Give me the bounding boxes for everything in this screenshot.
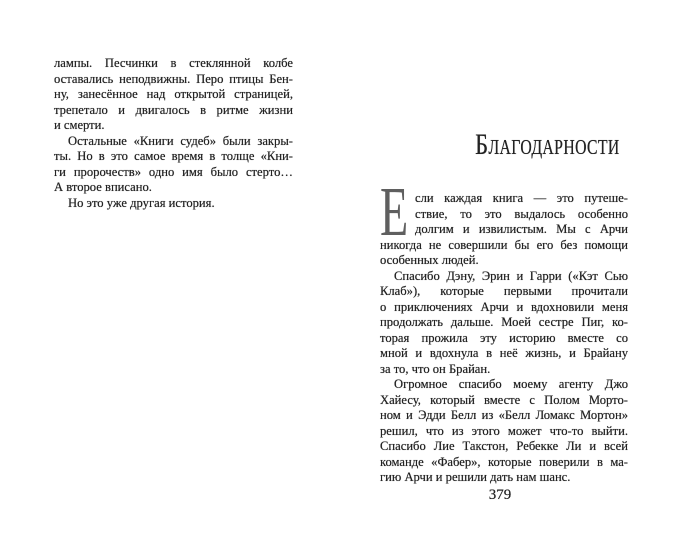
text-line: за то, что он Брайан. bbox=[380, 361, 491, 376]
text-line: А второе вписано. bbox=[54, 180, 152, 194]
chapter-heading: Благодарности bbox=[475, 128, 620, 161]
text-line: ты. Но в это самое время в толще «Кни- bbox=[54, 149, 293, 163]
text-line: ги пророчеств» одно имя было стерто… bbox=[54, 164, 293, 179]
text-line: ном и Эдди Белл из «Белл Ломакс Мортон» bbox=[380, 408, 628, 422]
drop-cap: Е bbox=[380, 174, 409, 251]
text-line: ну, занесённое над открытой страницей, bbox=[54, 87, 293, 101]
text-line: решил, что из этого может что-то выйти. bbox=[380, 423, 628, 438]
text-line: гию Арчи и решили дать нам шанс. bbox=[380, 470, 571, 484]
text-line: Спасибо Лие Такстон, Ребекке Ли и всей bbox=[380, 439, 628, 453]
left-page-text bbox=[54, 56, 293, 211]
text-line: ствие, то это выдалось особенно bbox=[415, 206, 628, 221]
text-line: торая прожила эту историю вместе со bbox=[380, 330, 628, 345]
text-line: Клаб»), которые первыми прочитали bbox=[380, 284, 628, 298]
text-line: оставались неподвижны. Перо птицы Бен- bbox=[54, 71, 293, 86]
text-line: долгим и извилистым. Мы с Арчи bbox=[415, 222, 628, 236]
text-line: особенных людей. bbox=[380, 253, 479, 267]
text-line: команде «Фабер», которые поверили в ма- bbox=[380, 454, 628, 469]
text-line: никогда не совершили бы его без помощи bbox=[380, 237, 628, 252]
text-line: о приключениях Арчи и вдохновили меня bbox=[380, 299, 628, 314]
text-line: сли каждая книга — это путеше- bbox=[415, 191, 628, 205]
text-line: Хайесу, который вместе с Полом Морто- bbox=[380, 392, 628, 407]
text-line: продолжать дальше. Моей сестре Пиг, ко- bbox=[380, 315, 628, 329]
text-line: Но это уже другая история. bbox=[68, 195, 215, 210]
text-line: Спасибо Дэну, Эрин и Гарри («Кэт Сью bbox=[394, 268, 628, 283]
text-line: трепетало и двигалось в ритме жизни bbox=[54, 102, 293, 117]
text-line: Остальные «Книги судеб» были закры- bbox=[68, 133, 293, 148]
right-page-text bbox=[380, 191, 628, 486]
text-line: и смерти. bbox=[54, 118, 105, 132]
text-line: Огромное спасибо моему агенту Джо bbox=[394, 377, 628, 391]
text-line: мной и вдохнула в неё жизнь, и Брайану bbox=[380, 346, 628, 360]
page-number: 379 bbox=[488, 487, 512, 503]
text-line: лампы. Песчинки в стеклянной колбе bbox=[54, 56, 293, 70]
